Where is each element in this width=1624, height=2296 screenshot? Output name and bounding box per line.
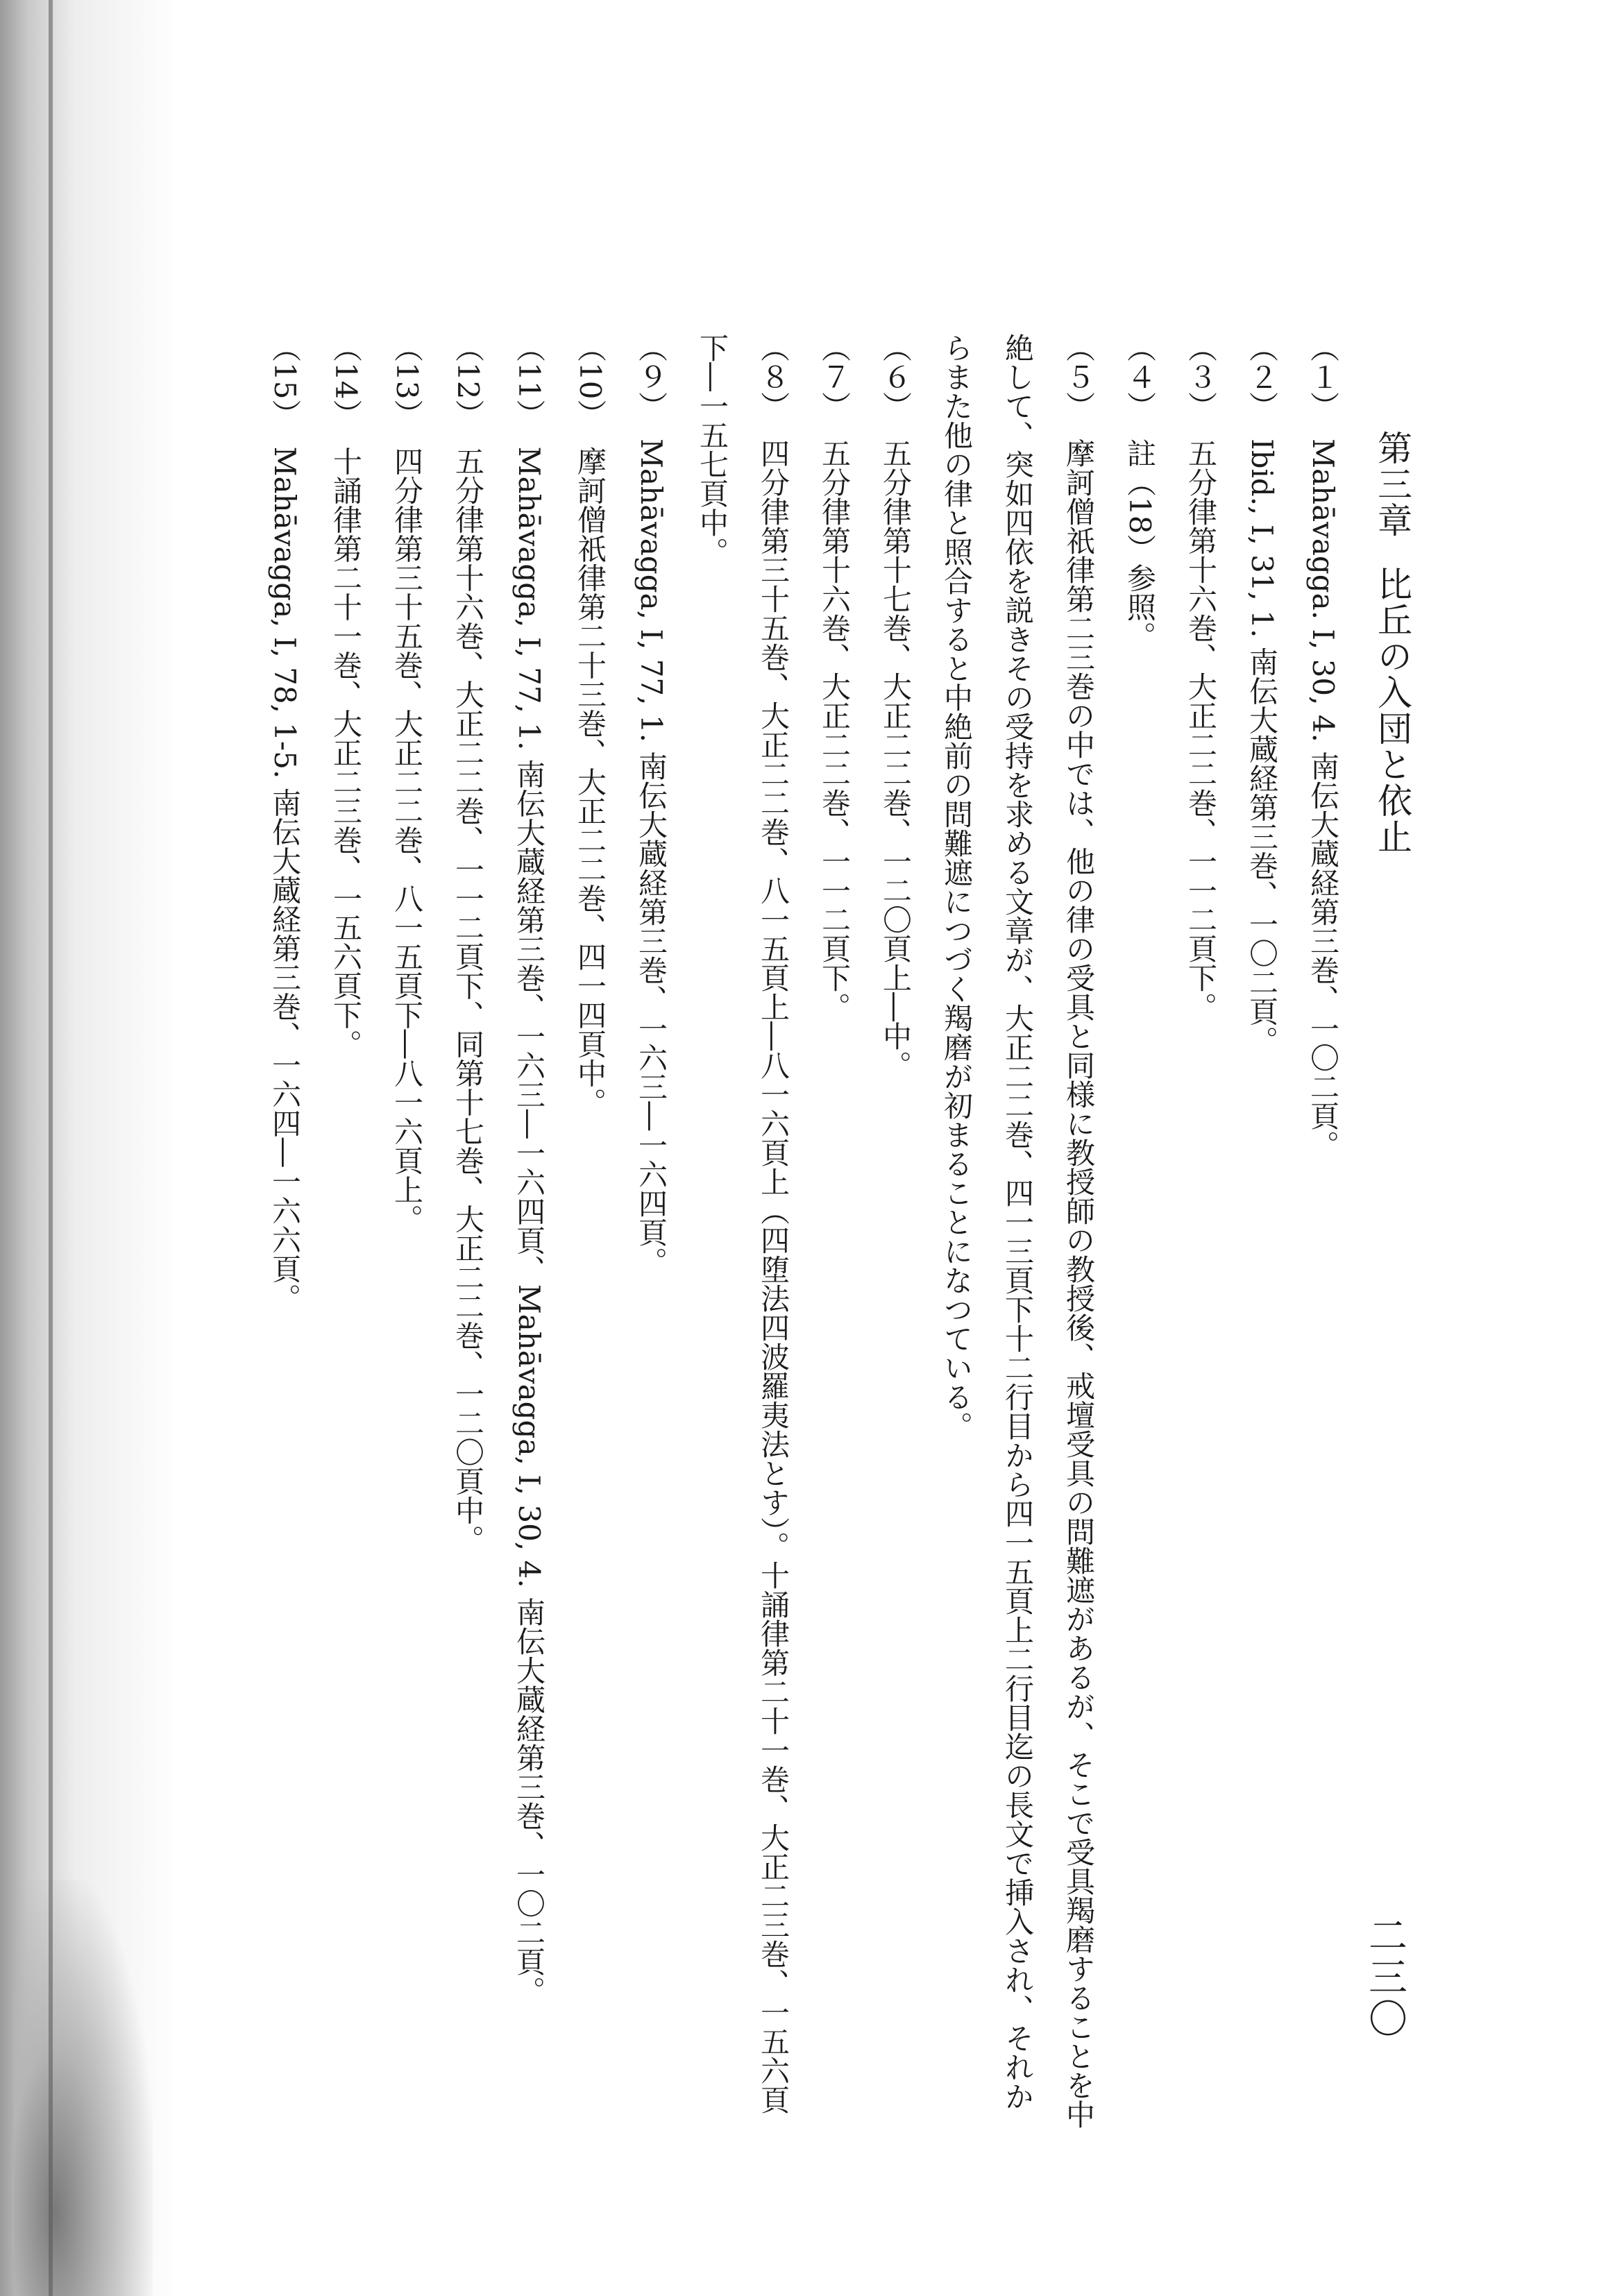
note-text: 四分律第三十五巻、大正二二巻、八一五頁下―八一六頁上。: [390, 446, 424, 1234]
note-text: 五分律第十六巻、大正二二巻、一一二頁下、同第十七巻、大正二二巻、一二〇頁中。: [451, 446, 485, 1554]
note-marker: （10）: [573, 333, 607, 429]
note-text: 五分律第十六巻、大正二二巻、一一二頁下。: [1184, 439, 1218, 1021]
chapter-number: 第三章: [1372, 430, 1412, 538]
note-13: [376, 333, 437, 2137]
note-2: [1231, 333, 1292, 2137]
note-marker: （13）: [390, 333, 424, 429]
note-text: 摩訶僧祇律第二十三巻、大正二二巻、四一四頁中。: [573, 446, 607, 1117]
note-15: [254, 333, 315, 2137]
note-marker: （８）: [756, 333, 790, 420]
note-14: [315, 333, 376, 2137]
scan-stain: [14, 1880, 153, 2296]
note-marker: （11）: [512, 333, 546, 429]
note-marker: （14）: [329, 333, 363, 429]
note-7: [804, 333, 865, 2137]
binding-shadow: [0, 0, 180, 2296]
note-marker: （２）: [1245, 333, 1279, 420]
note-10: [559, 333, 620, 2137]
note-4: [1109, 333, 1170, 2137]
note-text: 四分律第三十五巻、大正二二巻、八一五頁上―八一六頁上（四堕法四波羅夷法とす）。十誦律第二十一巻、大正二三巻、一五六頁下―一五七頁中。: [695, 333, 790, 2114]
note-marker: （１）: [1306, 333, 1340, 420]
chapter-heading: [1367, 430, 1417, 855]
note-8: [682, 333, 804, 2137]
note-text: 五分律第十六巻、大正二二巻、一一二頁下。: [818, 439, 852, 1021]
chapter-title: 比丘の入団と依止: [1372, 566, 1412, 855]
note-text: Mahāvagga, I, 77, 1. 南伝大蔵経第三巻、一六三―一六四頁。: [634, 439, 668, 1277]
note-text: Ibid., I, 31, 1. 南伝大蔵経第三巻、一〇二頁。: [1245, 439, 1279, 1055]
note-5: [926, 333, 1109, 2137]
notes-list: [254, 333, 1353, 2137]
note-marker: （６）: [879, 333, 913, 420]
note-text: 註（18）参照。: [1123, 439, 1157, 651]
note-3: [1170, 333, 1231, 2137]
note-12: [437, 333, 498, 2137]
note-text: 十誦律第二十一巻、大正二三巻、一五六頁下。: [329, 446, 363, 1059]
note-text: Mahāvagga, I, 78, 1-5. 南伝大蔵経第三巻、一六四―一六六頁。: [268, 446, 302, 1313]
note-marker: （４）: [1123, 333, 1157, 420]
note-9: [620, 333, 682, 2137]
note-marker: （５）: [1062, 333, 1096, 420]
note-marker: （７）: [818, 333, 852, 420]
note-text: 五分律第十七巻、大正二二巻、一二〇頁上―中。: [879, 439, 913, 1080]
note-marker: （15）: [268, 333, 302, 429]
page-number: 二三〇: [1362, 1915, 1407, 2040]
note-6: [865, 333, 926, 2137]
note-marker: （３）: [1184, 333, 1218, 420]
note-marker: （９）: [634, 333, 668, 420]
note-marker: （12）: [451, 333, 485, 429]
note-text: 摩訶僧祇律第二三巻の中では、他の律の受具と同様に教授師の教授後、戒壇受具の問難遮があるが、そこで受具羯磨することを中絶して、突如四依を説きその受持を求める文章が、大正二二巻、四一三頁下十二行目から四一五頁上二行目迄の長文で挿入され、それからまた他の律と照合すると中絶前の問難遮につづく羯磨が初まることになつている。: [940, 333, 1096, 2129]
note-11: [498, 333, 559, 2137]
note-text: Mahāvagga, I, 77, 1. 南伝大蔵経第三巻、一六三―一六四頁、Mahāvagga, I, 30, 4. 南伝大蔵経第三巻、一〇二頁。: [512, 446, 546, 2006]
note-text: Mahāvagga. I, 30, 4. 南伝大蔵経第三巻、一〇二頁。: [1306, 439, 1340, 1160]
note-1: [1292, 333, 1353, 2137]
